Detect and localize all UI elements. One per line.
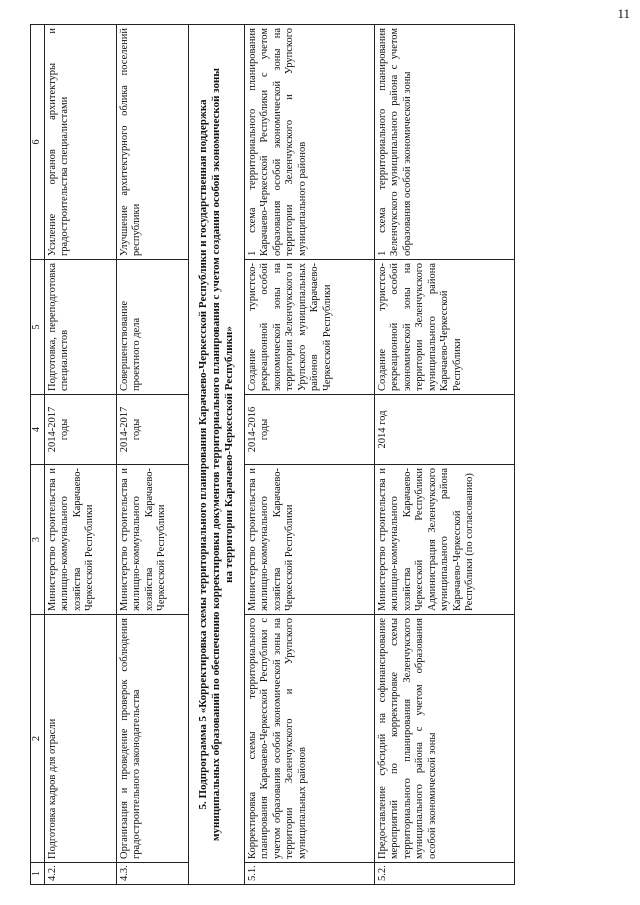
table-row (244, 25, 374, 885)
content-cell: Подготовка, переподготовка специалистов (44, 260, 116, 395)
period-cell: 2014-2016 годы (244, 395, 374, 465)
col-header: 3 (31, 465, 45, 615)
result-cell: 1 схема территориального планирования Карачаево-Черкесской Республики с учетом образования особой экономической зоны на территории Зеленчукского и Урупского муниципального районов (244, 25, 374, 260)
col-header: 1 (31, 863, 45, 885)
activity-cell: Организация и проведение проверок соблюдения градостроительного законодательства (116, 615, 188, 863)
content-cell: Совершенствование проектного дела (116, 260, 188, 395)
result-cell: 1 схема территориального планирования Зеленчукского муниципального района с учетом образования особой экономической зоны (374, 25, 514, 260)
activity-cell: Подготовка кадров для отрасли (44, 615, 116, 863)
executor-cell: Министерство строительства и жилищно-коммунального хозяйства Карачаево-Черкесской Республики Администрация Зеленчукского муниципального района Карачаево-Черкесской Республики (по согласованию) (374, 465, 514, 615)
period-cell: 2014 год (374, 395, 514, 465)
header-row (31, 25, 45, 885)
rotated-page (30, 25, 610, 885)
table-row (374, 25, 514, 885)
activity-cell: Корректировка схемы территориального планирования Карачаево-Черкесской Республики с учетом образования особой экономической зоны на территории Зеленчукского и Урупского муниципальных районов (244, 615, 374, 863)
row-number: 4.2. (44, 863, 116, 885)
executor-cell: Министерство строительства и жилищно-коммунального хозяйства Карачаево-Черкесской Республики (44, 465, 116, 615)
content-cell: Создание туристско-рекреационной особой экономической зоны на территории Зеленчукского и Урупского муниципальных районов Карачаево-Черкесской Республики (244, 260, 374, 395)
col-header: 5 (31, 260, 45, 395)
activity-cell: Предоставление субсидий на софинансирование мероприятий по корректировке схемы территориального планирования Зеленчукского муниципального района с учетом образования особой экономической зоны (374, 615, 514, 863)
row-number: 4.3. (116, 863, 188, 885)
period-cell: 2014-2017 годы (44, 395, 116, 465)
row-number: 5.2. (374, 863, 514, 885)
executor-cell: Министерство строительства и жилищно-коммунального хозяйства Карачаево-Черкесской Республики (116, 465, 188, 615)
table-row (116, 25, 188, 885)
col-header: 2 (31, 615, 45, 863)
table-row (44, 25, 116, 885)
executor-cell: Министерство строительства и жилищно-коммунального хозяйства Карачаево-Черкесской Республики (244, 465, 374, 615)
col-header: 4 (31, 395, 45, 465)
row-number: 5.1. (244, 863, 374, 885)
period-cell: 2014-2017 годы (116, 395, 188, 465)
result-cell: Усиление органов архитектуры и градостроительства специалистами (44, 25, 116, 260)
program-table (30, 24, 515, 885)
section-title: 5. Подпрограмма 5 «Корректировка схемы территориального планирования Карачаево-Черкесской Республики и государственная поддержка муниципальных образований по обеспечению корректировки документов территориального планирования с учетом создания особой экономической зоны на территории Карачаево-Черкесской Республики» (188, 25, 244, 885)
content-cell: Создание туристско-рекреационной особой экономической зоны на территории Зеленчукского муниципального района Карачаево-Черкесской Республики (374, 260, 514, 395)
result-cell: Улучшение архитектурного облика поселений республики (116, 25, 188, 260)
page-number: 11 (617, 6, 630, 21)
col-header: 6 (31, 25, 45, 260)
section-row (188, 25, 244, 885)
